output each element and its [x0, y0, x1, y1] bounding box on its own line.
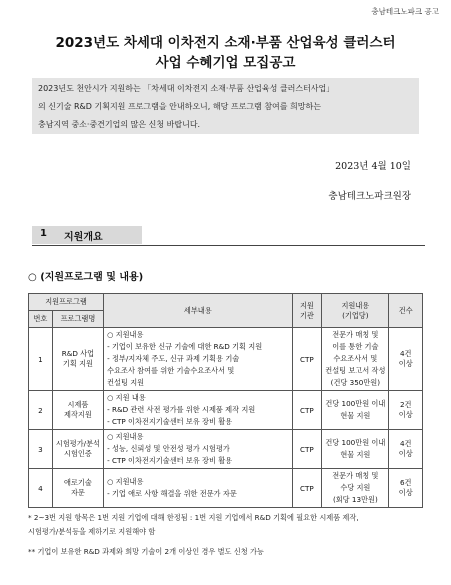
row-support — [322, 430, 389, 469]
row-count-line-1: 6건 — [399, 478, 412, 487]
support-line: 컨설팅 보고서 작성 — [325, 366, 386, 375]
row-count — [389, 430, 423, 469]
detail-line: - CTP 이차전지기술센터 보유 장비 활용 — [107, 456, 233, 465]
header-agency — [292, 294, 322, 328]
section-divider — [32, 245, 425, 246]
support-line: (회당 13만원) — [332, 495, 378, 504]
row-no: 2 — [29, 391, 53, 430]
header-detail: 세부내용 — [104, 294, 292, 328]
row-program-name — [52, 391, 103, 430]
detail-line: - 기업 애로 사항 해결을 위한 전문가 자문 — [107, 489, 237, 498]
section-number: 1 — [40, 228, 47, 239]
row-count-line-1: 4건 — [399, 439, 412, 448]
row-program-name — [52, 469, 103, 508]
row-agency: CTP — [292, 469, 322, 508]
support-line: 전문가 매칭 및 — [332, 330, 379, 339]
row-count — [389, 391, 423, 430]
detail-line: ○ 지원내용 — [107, 432, 144, 441]
header-count: 건수 — [389, 294, 423, 328]
support-line: 전문가 매칭 및 — [332, 471, 379, 480]
section-label: 지원개요 — [64, 232, 103, 243]
header-program-group: 지원프로그램 — [29, 294, 104, 311]
row-count-line-2: 이상 — [398, 449, 413, 458]
row-no: 3 — [29, 430, 53, 469]
detail-line: - 기업이 보유한 신규 기술에 대한 R&D 기획 지원 — [107, 342, 263, 351]
detail-line: - R&D 관련 사전 평가를 위한 시제품 제작 지원 — [107, 405, 256, 414]
row-program-name-line-1: 시제품 — [67, 400, 89, 409]
row-support — [322, 469, 389, 508]
intro-line-1: 2023년도 천안시가 지원하는 「차세대 이차전지 소재·부품 산업육성 클러스터사업」 — [38, 84, 335, 93]
header-agency-line-2: 기관 — [299, 310, 314, 320]
notice-date: 2023년 4월 10일 — [335, 161, 411, 172]
detail-line: 컨설팅 지원 — [107, 378, 145, 387]
row-count-line-2: 이상 — [398, 410, 413, 419]
header-no: 번호 — [29, 311, 53, 328]
support-line: 수당 지원 — [340, 483, 371, 492]
header-support-line-2: (기업당) — [342, 310, 369, 320]
row-count-line-1: 4건 — [399, 349, 412, 358]
support-line: 현물 지원 — [340, 411, 371, 420]
row-program-name-line-2: 시험인증 — [64, 449, 92, 458]
page-title-line-1: 2023년도 차세대 이차전지 소재·부품 산업육성 클러스터 — [55, 35, 396, 51]
support-line: 건당 100만원 이내 — [325, 438, 386, 447]
table-row — [29, 391, 423, 430]
intro-box — [32, 78, 419, 134]
support-line: (건당 350만원) — [330, 378, 381, 387]
row-program-name-line-1: 애로기술 — [64, 478, 92, 487]
detail-line: ○ 지원내용 — [107, 477, 144, 486]
row-program-name — [52, 430, 103, 469]
row-count-line-2: 이상 — [398, 488, 413, 497]
footnote-2: ** 기업이 보유한 R&D 과제와 희망 기술이 2개 이상인 경우 별도 신청 가능 — [28, 547, 264, 556]
row-program-name-line-1: R&D 사업 — [61, 349, 95, 358]
header-agency-line-1: 지원 — [299, 300, 314, 310]
intro-line-2: 의 신기술 R&D 기획지원 프로그램을 안내하오니, 해당 프로그램 참여를 희망하는 — [38, 102, 321, 111]
row-program-name-line-1: 시험평가/분석 — [55, 439, 100, 448]
row-program-name-line-2: 기획 지원 — [62, 359, 93, 368]
header-support-line-1: 지원내용 — [341, 300, 370, 310]
detail-line: ○ 지원 내용 — [107, 393, 146, 402]
detail-line: - 성능, 신뢰성 및 안전성 평가 시험평가 — [107, 444, 230, 453]
table-row — [29, 430, 423, 469]
footnote-1-line-1: * 2~3번 지원 항목은 1번 지원 기업에 대해 한정됨 : 1번 지원 기업에서 R&D 기획에 필요한 시제품 제작, — [28, 513, 359, 522]
row-agency: CTP — [292, 430, 322, 469]
row-agency: CTP — [292, 328, 322, 391]
row-count-line-1: 2건 — [399, 400, 412, 409]
support-program-table — [28, 293, 423, 508]
notice-source: 충남테크노파크 공고 — [371, 7, 439, 16]
footnote-1 — [28, 511, 428, 539]
row-detail — [104, 430, 292, 469]
intro-line-3: 충남지역 중소·중견기업의 많은 신청 바랍니다. — [38, 120, 201, 129]
detail-line: ○ 지원내용 — [107, 330, 144, 339]
row-detail — [104, 328, 292, 391]
row-support — [322, 328, 389, 391]
header-support — [322, 294, 389, 328]
row-no: 4 — [29, 469, 53, 508]
table-row — [29, 328, 423, 391]
row-count-line-2: 이상 — [398, 359, 413, 368]
support-line: 현물 지원 — [340, 450, 371, 459]
table-header-row — [29, 294, 423, 311]
row-program-name — [52, 328, 103, 391]
row-program-name-line-2: 제작지원 — [64, 410, 92, 419]
row-count — [389, 469, 423, 508]
table-row — [29, 469, 423, 508]
support-line: 수요조사서 및 — [333, 354, 378, 363]
support-line: 건당 100만원 이내 — [325, 399, 386, 408]
footnotes — [28, 511, 428, 565]
page-title-line-2: 사업 수혜기업 모집공고 — [155, 55, 296, 71]
row-detail — [104, 391, 292, 430]
footnote-1-line-2: 시험평가/분석등을 제하기로 지원해야 함 — [28, 527, 156, 536]
subsection-heading: ○ (지원프로그램 및 내용) — [28, 272, 144, 283]
detail-line: 수요조사 참여를 위한 기술수요조사서 및 — [107, 366, 235, 375]
header-program-name: 프로그램명 — [52, 311, 103, 328]
row-support — [322, 391, 389, 430]
row-agency: CTP — [292, 391, 322, 430]
issuing-organization: 충남테크노파크원장 — [328, 191, 411, 202]
section-heading — [32, 226, 142, 244]
support-line: 이를 통한 기술 — [332, 342, 379, 351]
row-no: 1 — [29, 328, 53, 391]
row-program-name-line-2: 자문 — [70, 488, 85, 497]
row-count — [389, 328, 423, 391]
detail-line: - CTP 이차전지기술센터 보유 장비 활용 — [107, 417, 233, 426]
detail-line: - 정부/지자체 주도, 신규 과제 기획용 기술 — [107, 354, 240, 363]
row-detail — [104, 469, 292, 508]
